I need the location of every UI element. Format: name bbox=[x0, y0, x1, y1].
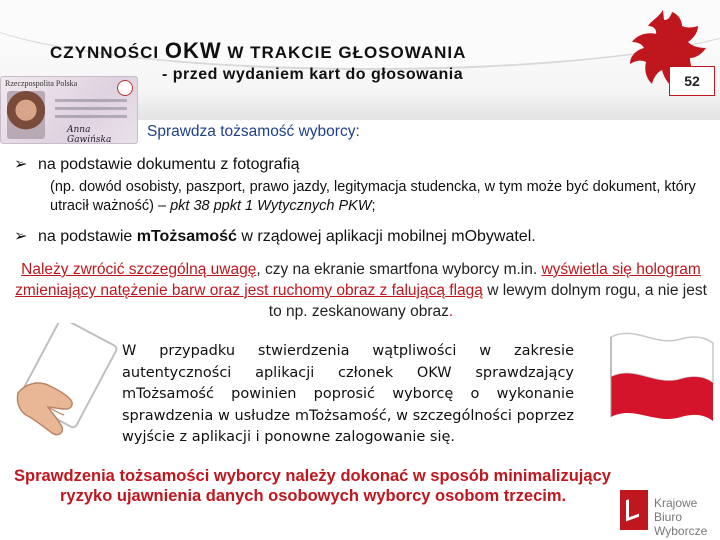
kbw-logo-text bbox=[654, 496, 707, 538]
logo-line-3: Wyborcze bbox=[654, 524, 708, 538]
bullet-document-detail bbox=[50, 178, 710, 216]
page-title bbox=[50, 38, 466, 64]
conclusion-line-2: ryzyko ujawnienia danych osobowych wyborcy osobom trzecim. bbox=[60, 487, 567, 505]
warning-note bbox=[14, 259, 708, 322]
page-number-badge: 52 bbox=[669, 66, 715, 96]
bullet2-prefix: na podstawie bbox=[38, 228, 137, 245]
page-subtitle: - przed wydaniem kart do głosowania bbox=[162, 66, 464, 83]
title-okw: OKW bbox=[164, 38, 222, 63]
detail-plain: (np. dowód osobisty, paszport, prawo jazdy, legitymacja studencka, w tym może być dokument, który utracił ważność) – bbox=[50, 179, 696, 214]
bullet-document-text: na podstawie dokumentu z fotografią bbox=[38, 156, 300, 173]
bullet2-bold: mTożsamość bbox=[136, 228, 237, 245]
kbw-logo bbox=[620, 472, 718, 536]
warning-part-5: . bbox=[448, 303, 454, 320]
bullet-document bbox=[14, 154, 300, 174]
conclusion-line-1: Sprawdzenia tożsamości wyborcy należy dokonać w sposób minimalizujący bbox=[14, 467, 611, 485]
logo-line-2: Biuro bbox=[654, 510, 683, 524]
kbw-logo-mark-icon bbox=[620, 490, 648, 530]
id-card-signature: Anna Gawińska bbox=[67, 125, 112, 144]
arrow-bullet-icon: ➢ bbox=[14, 228, 28, 245]
id-card-emblem-icon bbox=[117, 80, 133, 96]
info-paragraph: W przypadku stwierdzenia wątpliwości w zakresie autentyczności aplikacji członek OKW sprawdzający mTożsamość powinien poprosić wyborcę o wykonanie sprawdzenia w usłudze mTożsamość, w szczególności poprzez wyjście z aplikacji i ponowne zalogowanie się. bbox=[122, 343, 574, 445]
id-card-photo bbox=[7, 91, 45, 139]
warning-part-1: Należy zwrócić szczególną uwagę bbox=[21, 261, 257, 278]
warning-part-2: , czy na ekranie smartfona wyborcy m.in. bbox=[256, 261, 542, 278]
id-card-header: Rzeczpospolita Polska bbox=[5, 79, 78, 88]
logo-line-1: Krajowe bbox=[654, 496, 698, 510]
title-part-2: W TRAKCIE GŁOSOWANIA bbox=[221, 43, 467, 62]
id-card-image bbox=[0, 76, 138, 144]
warning-part-4: w lewym dolnym rogu, a nie jest to np. zeskanowany obraz bbox=[268, 282, 707, 320]
bullet2-suffix: w rządowej aplikacji mobilnej mObywatel. bbox=[236, 228, 536, 245]
title-part-1: CZYNNOŚCI bbox=[50, 43, 165, 62]
verify-heading: Sprawdza tożsamość wyborcy: bbox=[147, 123, 360, 140]
hand-holding-card-icon bbox=[8, 323, 120, 441]
bullet-mtozsamosc bbox=[14, 226, 536, 246]
arrow-bullet-icon: ➢ bbox=[14, 156, 28, 173]
id-card-lines bbox=[55, 99, 127, 123]
polish-flag-icon bbox=[605, 325, 717, 431]
conclusion bbox=[0, 466, 720, 506]
warning-part-3: wyświetla się hologram zmieniający natężenie barw oraz jest ruchomy obraz z falującą flagą bbox=[15, 261, 701, 299]
detail-italic: pkt 38 ppkt 1 Wytycznych PKW bbox=[170, 198, 372, 214]
detail-end: ; bbox=[371, 198, 376, 214]
